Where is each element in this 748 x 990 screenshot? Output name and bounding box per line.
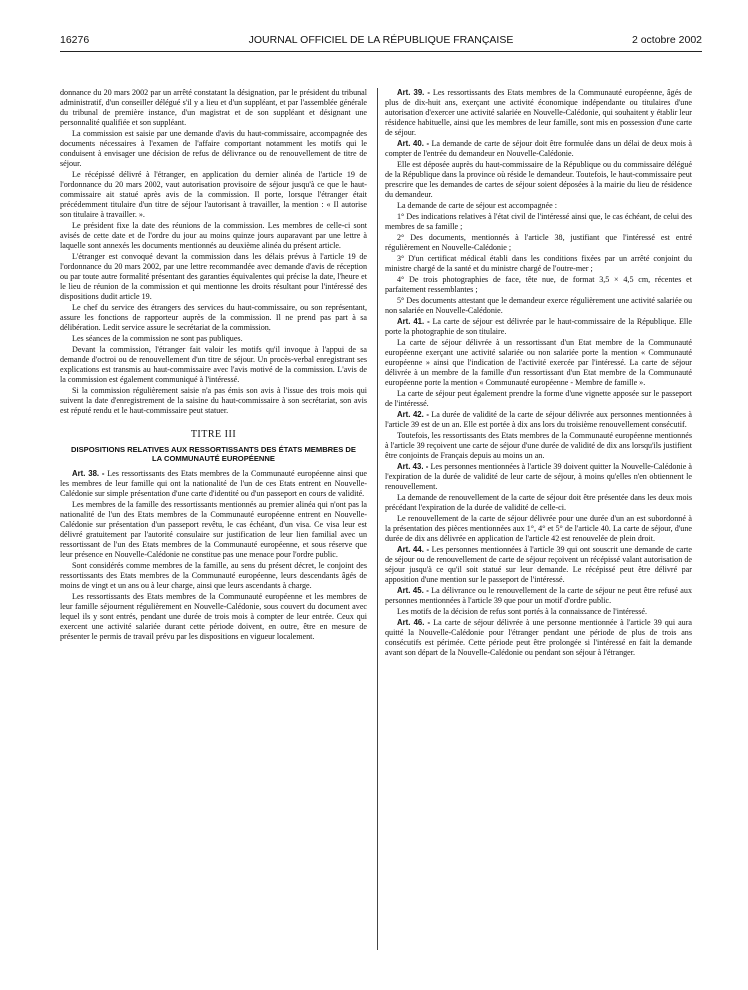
paragraph — [60, 129, 367, 169]
section-subtitle: DISPOSITIONS RELATIVES AUX RESSORTISSANTS DES ÉTATS MEMBRES DE LA COMMUNAUTÉ EUROPÉENNE — [71, 445, 356, 464]
paragraph — [60, 334, 367, 344]
paragraph-text: 2° Des documents, mentionnés à l'article 38, justifiant que l'intéressé est entré régulièrement en Nouvelle-Calédonie ; — [385, 233, 692, 252]
left-column — [60, 88, 367, 643]
header-rule — [60, 51, 702, 52]
paragraph-text: 5° Des documents attestant que le demandeur exerce régulièrement une activité salariée ou non salariée en Nouvelle-Calédonie. — [385, 296, 692, 315]
paragraph — [385, 514, 692, 544]
paragraph-text: Si la commission régulièrement saisie n'a pas émis son avis à l'issue des trois mois qui suivent la date d'enregistrement de la saisine du haut-commissaire à son secrétariat, son avis est réputé rendu et le haut-commissaire peut statuer. — [60, 386, 367, 415]
column-divider — [377, 88, 378, 950]
paragraph — [385, 296, 692, 316]
paragraph — [60, 345, 367, 385]
article-number: Art. 44. - — [397, 545, 430, 554]
paragraph — [60, 170, 367, 220]
right-column — [385, 88, 692, 659]
paragraph-text: Le président fixe la date des réunions de la commission. Les membres de celle-ci sont avisés de cette date et de l'ordre du jour au moins quinze jours auparavant par une lettre à laquelle sont annexés les documents mentionnés au deuxième alinéa du présent article. — [60, 221, 367, 250]
paragraph — [385, 139, 692, 159]
paragraph — [60, 252, 367, 302]
paragraph — [385, 431, 692, 461]
paragraph — [385, 233, 692, 253]
paragraph-text: 4° De trois photographies de face, tête nue, de format 3,5 × 4,5 cm, récentes et parfaitement ressemblantes ; — [385, 275, 692, 294]
paragraph — [385, 88, 692, 138]
paragraph — [60, 88, 367, 128]
section-title: TITRE III — [190, 429, 237, 440]
paragraph — [60, 469, 367, 499]
paragraph-text: Les séances de la commission ne sont pas publiques. — [72, 334, 243, 343]
paragraph-text: La carte de séjour peut également prendre la forme d'une vignette apposée sur le passeport de l'intéressé. — [385, 389, 692, 408]
page-number: 16276 — [60, 34, 90, 46]
paragraph — [385, 545, 692, 585]
paragraph — [385, 212, 692, 232]
paragraph-text: Sont considérés comme membres de la famille, au sens du présent décret, le conjoint des ressortissants des Etats membres de la Communauté européenne, leurs descendants âgés de moins de vingt et un ans ou à leur charge, ainsi que leurs ascendants à charge. — [60, 560, 367, 590]
paragraph — [60, 221, 367, 251]
paragraph — [385, 493, 692, 513]
paragraph-text: Les ressortissants des Etats membres de la Communauté européenne ainsi que les membres de leur famille qui ont la nationalité de l'un de ces Etats entrent en Nouvelle-Calédonie sur simple présentation d'une carte d'identité ou d'un passeport en cours de validité. — [60, 468, 367, 498]
issue-date: 2 octobre 2002 — [631, 34, 702, 46]
paragraph-text: Devant la commission, l'étranger fait valoir les motifs qu'il invoque à l'appui de sa demande d'octroi ou de renouvellement d'un titre de séjour. Un procès-verbal enregistrant ses explications est transmis au haut-commissaire avec l'avis motivé de la commission. L'avis de la commission est également communiqué à l'intéressé. — [60, 345, 367, 384]
paragraph — [385, 462, 692, 492]
paragraph-text: 1° Des indications relatives à l'état civil de l'intéressé ainsi que, le cas échéant, de celui des membres de sa famille ; — [385, 212, 692, 231]
paragraph-text: La durée de validité de la carte de séjour délivrée aux personnes mentionnées à l'article 39 est de un an. Elle est portée à dix ans lors du troisième renouvellement consécutif. — [385, 410, 692, 429]
paragraph-text: Le récépissé délivré à l'étranger, en application du dernier alinéa de l'article 19 de l'ordonnance du 20 mars 2002, vaut autorisation provisoire de séjour jusqu'à ce que le haut-commissaire ait statué après avis de la commission. Il porte, lorsque l'étranger était précédemment titulaire d'un titre de séjour l'autorisant à travailler, la mention : « Il autorise son titulaire à travailler. ». — [60, 170, 367, 219]
left-paragraphs-after — [60, 469, 367, 642]
article-number: Art. 43. - — [397, 462, 429, 471]
paragraph — [60, 561, 367, 591]
paragraph-text: L'étranger est convoqué devant la commission dans les délais prévus à l'article 19 de l'ordonnance du 20 mars 2002, par une lettre recommandée avec demande d'avis de réception ou par toute autre formalité présentant des garanties équivalentes qui précise la date, l'heure et le lieu de réunion de la commission et qui mentionne les droits résultant pour l'intéressé des dispositions dudit article 19. — [60, 252, 367, 301]
paragraph — [60, 592, 367, 642]
paragraph-text: La demande de carte de séjour doit être formulée dans un délai de deux mois à compter de l'entrée du demandeur en Nouvelle-Calédonie. — [385, 139, 692, 158]
paragraph — [385, 275, 692, 295]
paragraph — [385, 201, 692, 211]
page-header — [60, 34, 702, 48]
paragraph — [385, 389, 692, 409]
paragraph — [385, 338, 692, 388]
paragraph-text: Les personnes mentionnées à l'article 39 qui ont souscrit une demande de carte de séjour ou de renouvellement de carte de séjour reçoivent un récépissé valant autorisation de séjour jusqu'à ce qu'il soit statué sur leur demande. Le récépissé peut être délivré par apposition d'une mention sur le passeport de l'intéressé. — [385, 545, 692, 584]
paragraph — [60, 303, 367, 333]
paragraph — [385, 607, 692, 617]
paragraph-text: La carte de séjour délivrée à une personne mentionnée à l'article 39 qui aura quitté la Nouvelle-Calédonie pour l'étranger pendant une période de plus de trois ans consécutifs est périmée. Cette période peut être prolongée si l'intéressé en fait la demande avant son départ de la Nouvelle-Calédonie ou pendant son séjour à l'étranger. — [385, 618, 693, 657]
paragraph-text: Le renouvellement de la carte de séjour délivrée pour une durée d'un an est subordonné à la présentation des pièces mentionnées aux 1°, 4° et 5° de l'article 40. La carte de séjour, d'une durée de dix ans délivrée en application de l'article 42 est renouvelée de plein droit. — [385, 514, 692, 543]
article-number: Art. 45. - — [397, 586, 429, 595]
paragraph-text: Le chef du service des étrangers des services du haut-commissaire, ou son représentant, assure les fonctions de rapporteur auprès de la commission. Il ne prend pas part à sa délibération. Ledit service assure le secrétariat de la commission. — [60, 303, 367, 332]
paragraph-text: 3° D'un certificat médical établi dans les conditions fixées par un arrêté conjoint du ministre chargé de la santé et du ministre chargé de l'outre-mer ; — [385, 254, 692, 273]
paragraph-text: La délivrance ou le renouvellement de la carte de séjour ne peut être refusé aux personnes mentionnées à l'article 39 que pour un motif d'ordre public. — [385, 586, 692, 605]
paragraph — [60, 500, 367, 560]
paragraph — [385, 586, 692, 606]
paragraph-text: La commission est saisie par une demande d'avis du haut-commissaire, accompagnée des documents nécessaires à l'examen de l'affaire comportant notamment les motifs qui le conduisent à envisager une décision de refus de délivrance ou de renouvellement de titre de séjour. — [60, 129, 367, 168]
paragraph — [60, 386, 367, 416]
paragraph — [385, 618, 692, 658]
paragraph-text: Les membres de la famille des ressortissants mentionnés au premier alinéa qui n'ont pas la nationalité de l'un des Etats membres de la Communauté européenne entrent en Nouvelle-Calédonie sur présentation d'un passeport revêtu, le cas échéant, d'un visa. Ce visa leur est délivré gratuitement par l'autorité consulaire sur justification de leur lien familial avec un ressortissant de l'un des Etats membres de la Communauté européenne, et sous réserve que leur présence en Nouvelle-Calédonie ne constitue pas une menace pour l'ordre public. — [60, 499, 367, 559]
paragraph-text: Elle est déposée auprès du haut-commissaire de la République ou du commissaire délégué de la République dans la province où réside le demandeur. Toutefois, le haut-commissaire peut prescrire que les demandes de cartes de séjour soient déposées à la mairie du lieu de résidence du demandeur. — [385, 160, 692, 199]
paragraph — [385, 410, 692, 430]
paragraph-text: Les personnes mentionnées à l'article 39 doivent quitter la Nouvelle-Calédonie à l'expiration de la durée de validité de leur carte de séjour, à moins qu'elles n'en obtiennent le renouvellement. — [385, 462, 692, 491]
paragraph — [385, 317, 692, 337]
article-number: Art. 40. - — [397, 139, 430, 148]
article-number: Art. 39. - — [397, 88, 430, 97]
article-number: Art. 38. - — [72, 468, 105, 478]
right-paragraphs — [385, 88, 692, 658]
article-number: Art. 46. - — [397, 618, 431, 627]
paragraph-text: La demande de carte de séjour est accompagnée : — [397, 201, 557, 210]
journal-title: JOURNAL OFFICIEL DE LA RÉPUBLIQUE FRANÇAISE — [248, 34, 514, 46]
paragraph-text: La carte de séjour est délivrée par le haut-commissaire de la République. Elle porte la photographie de son titulaire. — [385, 317, 692, 336]
paragraph-text: donnance du 20 mars 2002 par un arrêté constatant la désignation, par le président du tribunal administratif, d'un conseiller délégué s'il y a lieu et d'un suppléant, et par l'assemblée générale du tribunal de première instance, d'un magistrat et de son suppléant et désignant une personnalité qualifiée et son suppléant. — [60, 88, 367, 127]
paragraph — [385, 254, 692, 274]
left-paragraphs-before — [60, 88, 367, 416]
article-number: Art. 41. - — [397, 317, 430, 326]
paragraph-text: Les ressortissants des Etats membres de la Communauté européenne, âgés de plus de dix-huit ans, exerçant une activité économique indépendante ou titulaires d'une autorisation d'exercer une activité salariée en Nouvelle-Calédonie, qui souhaitent y établir leur résidence habituelle, ainsi que les membres de leur famille, sont mis en possession d'une carte de séjour. — [385, 88, 692, 137]
paragraph-text: La carte de séjour délivrée à un ressortissant d'un Etat membre de la Communauté européenne exerçant une activité salariée ou non salariée porte la mention « Communauté européenne » ainsi que l'indication de l'activité exercée par l'intéressé. La carte de séjour délivrée à un membre de la famille d'un ressortissant d'un Etat membre de la Communauté européenne porte la mention « Communauté européenne - Membre de famille ». — [385, 338, 692, 387]
paragraph-text: Toutefois, les ressortissants des Etats membres de la Communauté européenne mentionnés à l'article 39 reçoivent une carte de séjour d'une durée de validité de dix ans lorsqu'ils justifient être conjoints de Français depuis au moins un an. — [385, 431, 692, 460]
paragraph-text: La demande de renouvellement de la carte de séjour doit être présentée dans les deux mois précédant l'expiration de la durée de validité de celle-ci. — [385, 493, 692, 512]
paragraph-text: Les ressortissants des Etats membres de la Communauté européenne et les membres de leur famille séjournent régulièrement en Nouvelle-Calédonie, sous couvert du document avec lequel ils y sont entrés, pendant une durée de trois mois à compter de leur entrée. Ceux qui exercent une activité salariée durant cette période doivent, en outre, être en mesure de présenter le permis de travail prévu par les dispositions en vigueur localement. — [60, 591, 367, 641]
paragraph — [385, 160, 692, 200]
paragraph-text: Les motifs de la décision de refus sont portés à la connaissance de l'intéressé. — [397, 607, 648, 616]
article-number: Art. 42. - — [397, 410, 429, 419]
